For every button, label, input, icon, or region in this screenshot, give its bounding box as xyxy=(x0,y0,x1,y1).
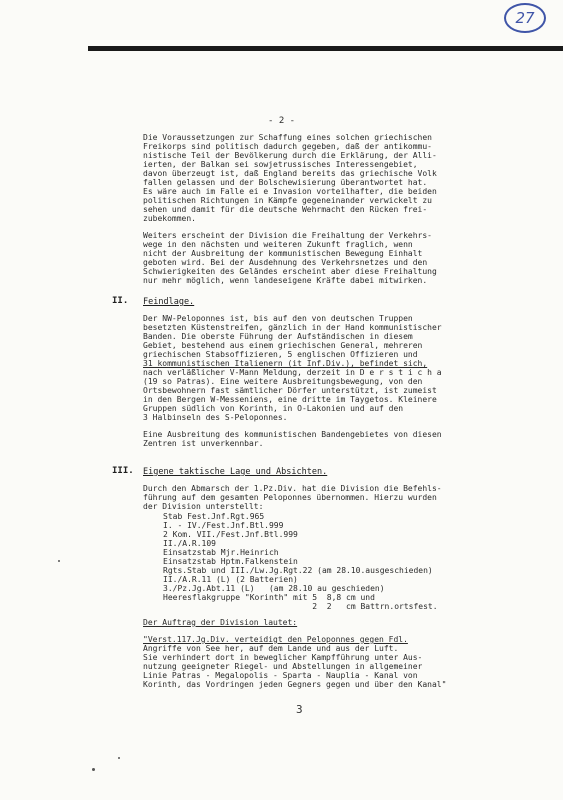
section-heading: Eigene taktische Lage und Absichten. xyxy=(143,467,328,477)
text-line: Schwierigkeiten des Geländes erscheint aber diese Freihaltung xyxy=(143,267,437,276)
text-line: Korinth, das Vordringen jeden Gegners gegen und über den Kanal" xyxy=(143,680,447,689)
text-line: Banden. Die oberste Führung der Aufständischen in diesem xyxy=(143,332,413,341)
unit-list-item: I. - IV./Fest.Jnf.Btl.999 xyxy=(163,521,284,530)
section-number: III. xyxy=(112,466,134,476)
text-line: nach verläßlicher V-Mann Meldung, derzeit in D e r s t i c h a xyxy=(143,368,442,377)
page-number: - 2 - xyxy=(268,116,296,126)
archive-page-number: 27 xyxy=(504,3,546,33)
text-line: besetzten Küstenstreifen, gänzlich in der Hand kommunistischer xyxy=(143,323,442,332)
text-line: führung auf dem gesamten Peloponnes übernommen. Hierzu wurden xyxy=(143,493,437,502)
text-line: Weiters erscheint der Division die Freihaltung der Verkehrs- xyxy=(143,231,432,240)
section-number: II. xyxy=(112,296,129,306)
text-line: fallen gelassen und der Bolschewisierung überantwortet hat. xyxy=(143,178,428,187)
scan-speck xyxy=(58,560,60,562)
unit-list-item: 2 2 cm Battrn.ortsfest. xyxy=(163,602,438,611)
text-line: zubekommen. xyxy=(143,214,196,223)
unit-list-item: 3./Pz.Jg.Abt.11 (L) (am 28.10 au geschieden) xyxy=(163,584,385,593)
text-line: nistische Teil der Bevölkerung durch die Erklärung, der Alli- xyxy=(143,151,437,160)
footer-mark: 3 xyxy=(296,703,303,716)
text-line: politischen Richtungen in Kämpfe gegeneinander verwickelt zu xyxy=(143,196,432,205)
text-line: nutzung geeigneter Riegel- und Abstellungen in allgemeiner xyxy=(143,662,423,671)
unit-list-item: Einsatzstab Mjr.Heinrich xyxy=(163,548,279,557)
text-line: Zentren ist unverkennbar. xyxy=(143,439,264,448)
text-line: Gebiet, bestehend aus einem griechischen General, mehreren xyxy=(143,341,423,350)
text-line: Gruppen südlich von Korinth, in O-Lakonien und auf den xyxy=(143,404,404,413)
order-heading: Der Auftrag der Division lautet: xyxy=(143,618,298,627)
text-line: Angriffe von See her, auf dem Lande und aus der Luft. xyxy=(143,644,399,653)
text-line: Sie verhindert dort in beweglicher Kampfführung unter Aus- xyxy=(143,653,423,662)
text-line: ierten, der Balkan sei sowjetrussisches Interessengebiet, xyxy=(143,160,418,169)
scan-speck xyxy=(92,768,95,771)
text-line: 31 kommunistischen Italienern (it Inf.Div.), befindet sich, xyxy=(143,359,428,368)
scan-speck xyxy=(118,757,120,759)
text-line: Die Voraussetzungen zur Schaffung eines solchen griechischen xyxy=(143,133,432,142)
text-line: (19 so Patras). Eine weitere Ausbreitungsbewegung, von den xyxy=(143,377,423,386)
unit-list-item: 2 Kom. VII./Fest.Jnf.Btl.999 xyxy=(163,530,298,539)
unit-list-item: Einsatzstab Hptm.Falkenstein xyxy=(163,557,298,566)
top-rule xyxy=(88,46,563,51)
text-line: geboten wird. Bei der Ausdehnung des Verkehrsnetzes und den xyxy=(143,258,428,267)
text-line: Durch den Abmarsch der 1.Pz.Div. hat die Division die Befehls- xyxy=(143,484,442,493)
text-line: nur mehr möglich, wenn landeseigene Kräfte dabei mitwirken. xyxy=(143,276,428,285)
text-line: Es wäre auch im Falle ei e Invasion vorteilhafter, die beiden xyxy=(143,187,437,196)
unit-list-item: Stab Fest.Jnf.Rgt.965 xyxy=(163,512,265,521)
text-line: in den Bergen W-Messeniens, eine dritte im Taygetos. Kleinere xyxy=(143,395,437,404)
text-line: "Verst.117.Jg.Div. verteidigt den Peloponnes gegen Fdl. xyxy=(143,635,408,644)
text-line: griechischen Stabsoffizieren, 5 englischen Offizieren und xyxy=(143,350,418,359)
text-line: davon überzeugt ist, daß England bereits das griechische Volk xyxy=(143,169,437,178)
text-line: 3 Halbinseln des S-Peloponnes. xyxy=(143,413,288,422)
text-line: Linie Patras - Megalopolis - Sparta - Nauplia - Kanal von xyxy=(143,671,418,680)
text-line: Der NW-Peloponnes ist, bis auf den von deutschen Truppen xyxy=(143,314,413,323)
unit-list-item: II./A.R.109 xyxy=(163,539,216,548)
text-line: Freikorps sind politisch dadurch gegeben, daß der antikommu- xyxy=(143,142,432,151)
unit-list-item: Heeresflakgruppe "Korinth" mit 5 8,8 cm und xyxy=(163,593,375,602)
text-line: Ortsbewohnern fast sämtlicher Dörfer unterstützt, ist zumeist xyxy=(143,386,437,395)
unit-list-item: Rgts.Stab und III./Lw.Jg.Rgt.22 (am 28.10.ausgeschieden) xyxy=(163,566,433,575)
text-line: wege in den nächsten und weiteren Zukunft fraglich, wenn xyxy=(143,240,413,249)
unit-list-item: II./A.R.11 (L) (2 Batterien) xyxy=(163,575,298,584)
text-line: sehen und damit für die deutsche Wehrmacht den Rücken frei- xyxy=(143,205,428,214)
text-line: der Division unterstellt: xyxy=(143,502,264,511)
text-line: Eine Ausbreitung des kommunistischen Bandengebietes von diesen xyxy=(143,430,442,439)
section-heading: Feindlage. xyxy=(143,297,195,307)
text-line: nicht der Ausbreitung der kommunistischen Bewegung Einhalt xyxy=(143,249,423,258)
